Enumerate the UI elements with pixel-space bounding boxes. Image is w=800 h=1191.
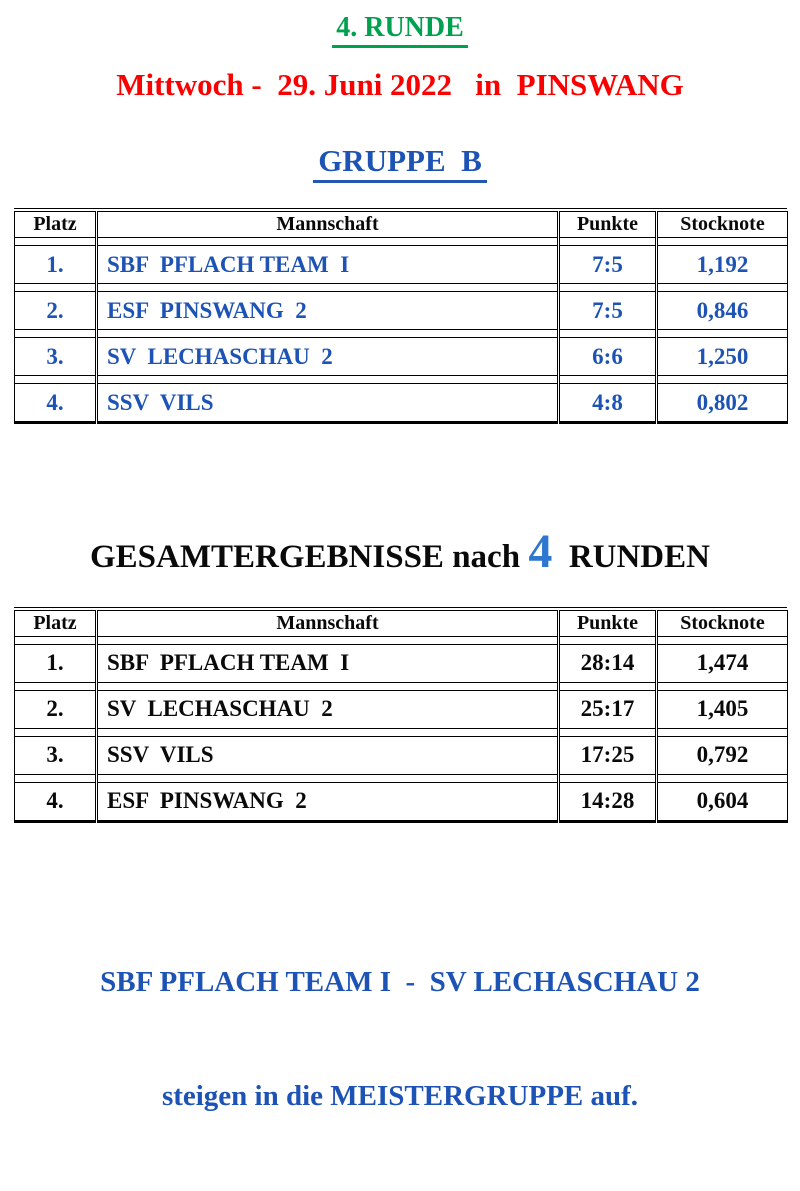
promotion-note: [0, 887, 800, 1191]
spacer-row: [15, 330, 788, 338]
group-title: [0, 143, 800, 183]
stocknote-cell: 1,474: [657, 644, 788, 682]
spacer-row: [15, 284, 788, 292]
overall-heading-prefix: GESAMTERGEBNISSE nach: [90, 539, 529, 576]
stocknote-cell: 0,604: [657, 782, 788, 821]
team-cell: ESF PINSWANG 2: [97, 292, 559, 330]
stocknote-cell: 0,802: [657, 384, 788, 423]
platz-cell: 2.: [15, 690, 97, 728]
column-header-stocknote: Stocknote: [657, 212, 788, 238]
round-title: [0, 12, 800, 48]
platz-cell: 2.: [15, 292, 97, 330]
date-line: Mittwoch - 29. Juni 2022 in PINSWANG: [116, 66, 684, 102]
overall-results-table: [14, 610, 788, 823]
punkte-cell: 17:25: [559, 736, 657, 774]
spacer-row: [15, 774, 788, 782]
column-header-platz: Platz: [15, 610, 97, 636]
results-sheet: [0, 12, 800, 1191]
group-b-results-table: [14, 211, 788, 424]
platz-cell: 1.: [15, 246, 97, 284]
column-header-punkte: Punkte: [559, 212, 657, 238]
column-header-punkte: Punkte: [559, 610, 657, 636]
stocknote-cell: 1,192: [657, 246, 788, 284]
column-header-platz: Platz: [15, 212, 97, 238]
punkte-cell: 25:17: [559, 690, 657, 728]
stocknote-cell: 1,250: [657, 338, 788, 376]
punkte-cell: 4:8: [559, 384, 657, 423]
overall-heading-suffix: RUNDEN: [552, 539, 710, 576]
column-header-stocknote: Stocknote: [657, 610, 788, 636]
punkte-cell: 14:28: [559, 782, 657, 821]
platz-cell: 3.: [15, 338, 97, 376]
team-cell: SBF PFLACH TEAM I: [97, 246, 559, 284]
table-row: [15, 782, 788, 821]
table-row: [15, 736, 788, 774]
overall-heading: [0, 524, 800, 579]
team-cell: SSV VILS: [97, 384, 559, 423]
promotion-note-line2: steigen in die MEISTERGRUPPE auf.: [161, 1079, 639, 1112]
overall-table-wrapper: [14, 607, 787, 823]
group-title-text: GRUPPE B: [313, 143, 487, 183]
spacer-row: [15, 636, 788, 644]
team-cell: SV LECHASCHAU 2: [97, 338, 559, 376]
platz-cell: 4.: [15, 782, 97, 821]
column-header-mannschaft: Mannschaft: [97, 212, 559, 238]
group-b-table-wrapper: [14, 208, 787, 424]
table-row: [15, 292, 788, 330]
column-header-mannschaft: Mannschaft: [97, 610, 559, 636]
platz-cell: 1.: [15, 644, 97, 682]
stocknote-cell: 1,405: [657, 690, 788, 728]
punkte-cell: 6:6: [559, 338, 657, 376]
round-title-text: 4. RUNDE: [332, 12, 468, 48]
platz-cell: 3.: [15, 736, 97, 774]
spacer-row: [15, 238, 788, 246]
round-number: 4: [528, 525, 553, 579]
table-row: [15, 644, 788, 682]
promotion-note-line1: SBF PFLACH TEAM I - SV LECHASCHAU 2: [100, 965, 700, 998]
punkte-cell: 7:5: [559, 292, 657, 330]
stocknote-cell: 0,846: [657, 292, 788, 330]
table-header-row: [15, 212, 788, 238]
platz-cell: 4.: [15, 384, 97, 423]
spacer-row: [15, 682, 788, 690]
team-cell: ESF PINSWANG 2: [97, 782, 559, 821]
table-row: [15, 338, 788, 376]
punkte-cell: 7:5: [559, 246, 657, 284]
team-cell: SV LECHASCHAU 2: [97, 690, 559, 728]
table-row: [15, 384, 788, 423]
spacer-row: [15, 376, 788, 384]
stocknote-cell: 0,792: [657, 736, 788, 774]
table-row: [15, 690, 788, 728]
team-cell: SBF PFLACH TEAM I: [97, 644, 559, 682]
table-header-row: [15, 610, 788, 636]
spacer-row: [15, 728, 788, 736]
team-cell: SSV VILS: [97, 736, 559, 774]
punkte-cell: 28:14: [559, 644, 657, 682]
table-row: [15, 246, 788, 284]
